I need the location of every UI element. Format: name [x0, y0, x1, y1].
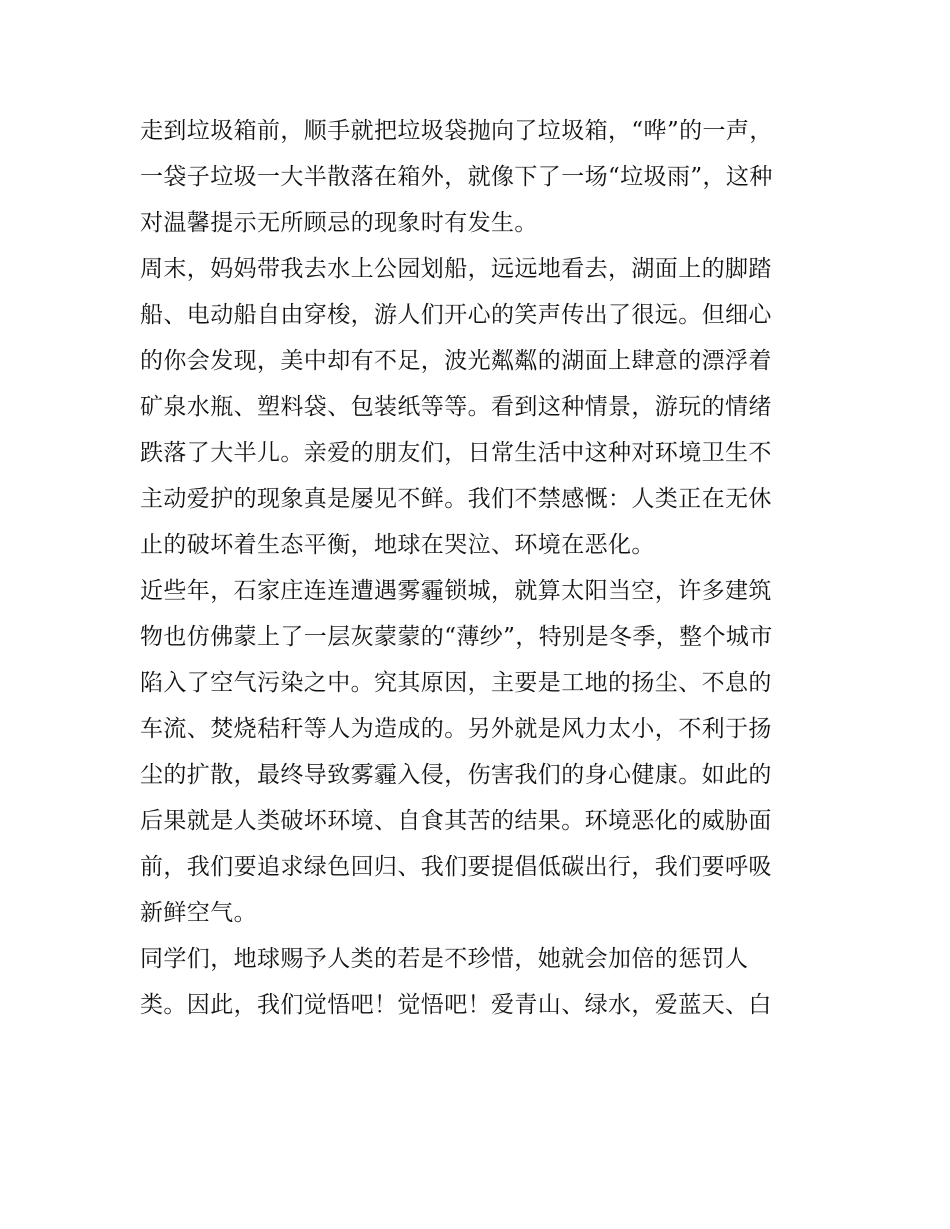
text-line: 同学们，地球赐予人类的若是不珍惜，她就会加倍的惩罚人: [140, 946, 749, 972]
text-line: 船、电动船自由穿梭，游人们开心的笑声传出了很远。但细心: [140, 302, 772, 328]
text-line: 跌落了大半儿。亲爱的朋友们，日常生活中这种对环境卫生不: [140, 440, 772, 466]
text-line: 一袋子垃圾一大半散落在箱外，就像下了一场“垃圾雨”，这种: [140, 164, 773, 190]
text-line: 新鲜空气。: [140, 900, 257, 926]
text-line: 主动爱护的现象真是屡见不鲜。我们不禁感慨：人类正在无休: [140, 486, 772, 512]
text-line: 近些年，石家庄连连遭遇雾霾锁城，就算太阳当空，许多建筑: [140, 578, 772, 604]
text-line: 对温馨提示无所顾忌的现象时有发生。: [140, 210, 538, 236]
document-body: [140, 108, 820, 1028]
text-line: 车流、焚烧秸秆等人为造成的。另外就是风力太小，不利于扬: [140, 716, 772, 742]
text-line: 的你会发现，美中却有不足，波光粼粼的湖面上肆意的漂浮着: [140, 348, 772, 374]
text-line: 走到垃圾箱前，顺手就把垃圾袋抛向了垃圾箱，“哗”的一声，: [140, 118, 773, 144]
text-line: 前，我们要追求绿色回归、我们要提倡低碳出行，我们要呼吸: [140, 854, 772, 880]
text-line: 周末，妈妈带我去水上公园划船，远远地看去，湖面上的脚踏: [140, 256, 772, 282]
text-line: 陷入了空气污染之中。究其原因，主要是工地的扬尘、不息的: [140, 670, 772, 696]
text-line: 尘的扩散，最终导致雾霾入侵，伤害我们的身心健康。如此的: [140, 762, 772, 788]
text-line: 矿泉水瓶、塑料袋、包装纸等等。看到这种情景，游玩的情绪: [140, 394, 772, 420]
text-line: 后果就是人类破坏环境、自食其苦的结果。环境恶化的威胁面: [140, 808, 772, 834]
text-line: 止的破坏着生态平衡，地球在哭泣、环境在恶化。: [140, 532, 655, 558]
text-line: 物也仿佛蒙上了一层灰蒙蒙的“薄纱”，特别是冬季，整个城市: [140, 624, 773, 650]
text-line: 类。因此，我们觉悟吧！觉悟吧！爱青山、绿水，爱蓝天、白: [140, 992, 772, 1018]
